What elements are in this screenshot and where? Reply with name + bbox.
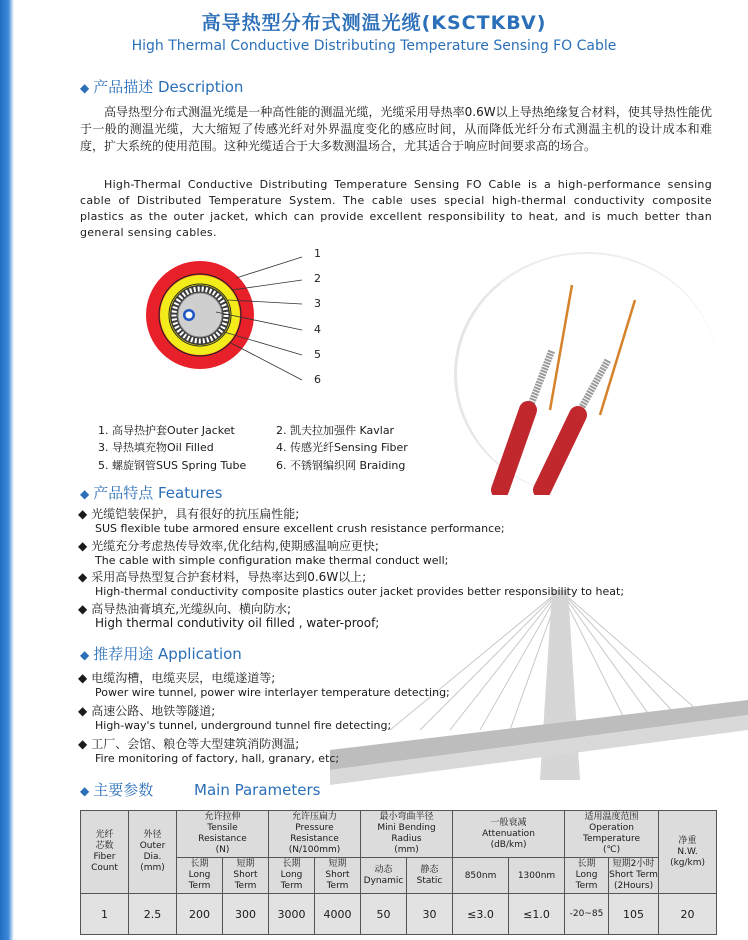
sub-temp-long: 长期 Long Term — [565, 858, 609, 894]
parameters-heading-en: Main Parameters — [194, 781, 321, 799]
cell-tensile-short: 300 — [223, 894, 269, 935]
cell-outer-dia: 2.5 — [129, 894, 177, 935]
sub-tensile-short: 短期 Short Term — [223, 858, 269, 894]
description-en: High-Thermal Conductive Distributing Temperature Sensing FO Cable is a high-performance sensing cable of Distributed Temperature System. The cable uses special high-thermal conductivity composite plastics as the outer jacket, which can provide excellent responsibility to heat, and is much better than general sensing cables. — [80, 178, 712, 239]
callout-1: 1 — [314, 247, 321, 260]
diamond-bullet-icon: ◆ — [80, 784, 90, 798]
bridge-background-image — [330, 580, 748, 820]
sub-atten-1300: 1300nm — [509, 858, 565, 894]
feature-1-cn — [78, 505, 299, 522]
bullet-icon: ◆ — [78, 704, 88, 718]
features-heading — [80, 482, 223, 503]
application-heading-text: 推荐用途 Application — [93, 645, 242, 663]
application-2-cn — [78, 702, 215, 719]
cell-bending-dynamic: 50 — [361, 894, 407, 935]
sub-temp-short: 短期2小时 Short Term (2Hours) — [609, 858, 659, 894]
feature-4-cn — [78, 600, 291, 617]
bullet-icon: ◆ — [78, 507, 88, 521]
application-1-en: Power wire tunnel, power wire interlayer temperature detecting; — [95, 686, 450, 699]
feature-3-cn — [78, 568, 366, 585]
application-2-cn-text: 高速公路、地铁等隧道; — [91, 704, 216, 718]
fiber-strand-left — [550, 285, 572, 410]
feature-2-en: The cable with simple configuration make thermal conduct well; — [95, 554, 449, 567]
header-weight: 净重 N.W. (kg/km) — [659, 811, 717, 894]
features-heading-text: 产品特点 Features — [93, 484, 223, 502]
feature-2-cn — [78, 537, 379, 554]
application-3-en: Fire monitoring of factory, hall, granary, etc; — [95, 752, 340, 765]
legend-item-2: 2. 凯夫拉加强件 Kavlar — [276, 424, 395, 437]
header-outer-dia: 外径 Outer Dia. (mm) — [129, 811, 177, 894]
cell-pressure-short: 4000 — [315, 894, 361, 935]
sub-bending-static: 静态 Static — [407, 858, 453, 894]
parameters-heading-cn: 主要参数 — [93, 781, 154, 799]
callout-3: 3 — [314, 297, 321, 310]
feature-3-cn-text: 采用高导热型复合护套材料，导热率达到0.6W以上; — [91, 570, 367, 584]
diamond-bullet-icon: ◆ — [80, 81, 90, 95]
header-bending: 最小弯曲半径 Mini Bending Radius (mm) — [361, 811, 453, 858]
application-2-en: High-way's tunnel, underground tunnel fire detecting; — [95, 719, 392, 732]
legend-item-6: 6. 不锈钢编织网 Braiding — [276, 459, 406, 472]
sub-atten-850: 850nm — [453, 858, 509, 894]
callout-5: 5 — [314, 348, 321, 361]
sub-bending-dynamic: 动态 Dynamic — [361, 858, 407, 894]
page-title-cn: 高导热型分布式测温光缆(KSCTKBV) — [201, 12, 547, 34]
parameters-table — [80, 810, 717, 935]
callout-6: 6 — [314, 373, 321, 386]
bullet-icon: ◆ — [78, 737, 88, 751]
legend-item-5: 5. 螺旋钢管SUS Spring Tube — [98, 459, 247, 472]
diamond-bullet-icon: ◆ — [80, 487, 90, 501]
table-row — [81, 894, 717, 935]
application-1-cn — [78, 669, 275, 686]
sub-tensile-long: 长期 Long Term — [177, 858, 223, 894]
callout-2: 2 — [314, 272, 321, 285]
cell-tensile-long: 200 — [177, 894, 223, 935]
sensing-fiber-inner — [186, 312, 193, 319]
header-fiber-count: 光纤 芯数 Fiber Count — [81, 811, 129, 894]
cell-atten-850: ≤3.0 — [453, 894, 509, 935]
feature-2-cn-text: 光缆充分考虑热传导效率,优化结构,使期感温响应更快; — [91, 539, 379, 553]
description-heading — [80, 76, 243, 97]
description-cn: 高导热型分布式测温光缆是一种高性能的测温光缆，光缆采用导热率0.6W以上导热绝缘复合材料，使其导热性能优于一般的测温光缆，大大缩短了传感光纤对外界温度变化的感应时间，从而降低光纤分布式测温主机的设计成本和难度，扩大系统的使用范围。这种光缆适合于大多数测温场合，尤其适合于响应时间要求高的场合。 — [80, 105, 712, 153]
cell-bending-static: 30 — [407, 894, 453, 935]
page-title-en: High Thermal Conductive Distributing Temperature Sensing FO Cable — [131, 38, 617, 54]
legend-item-3: 3. 导热填充物Oil Filled — [98, 441, 214, 454]
fiber-strand-right — [600, 300, 635, 415]
cell-temp-short: 105 — [609, 894, 659, 935]
legend-item-1: 1. 高导热护套Outer Jacket — [98, 424, 235, 437]
feature-4-cn-text: 高导热油膏填充,光缆纵向、横向防水; — [91, 602, 292, 616]
cell-atten-1300: ≤1.0 — [509, 894, 565, 935]
feature-1-en: SUS flexible tube armored ensure excellent crush resistance performance; — [95, 522, 505, 535]
cell-fiber-count: 1 — [81, 894, 129, 935]
diamond-bullet-icon: ◆ — [80, 648, 90, 662]
sub-pressure-short: 短期 Short Term — [315, 858, 361, 894]
cell-temp-long: -20~85 — [565, 894, 609, 935]
red-jacket-right — [542, 415, 578, 490]
parameters-heading — [80, 779, 320, 800]
application-3-cn-text: 工厂、会馆、粮仓等大型建筑消防测温; — [91, 737, 300, 751]
bullet-icon: ◆ — [78, 671, 88, 685]
description-heading-text: 产品描述 Description — [93, 78, 244, 96]
feature-4-en: High thermal condutivity oil filled , water-proof; — [95, 616, 380, 630]
application-1-cn-text: 电缆沟槽，电缆夹层，电缆遂道等; — [91, 671, 276, 685]
legend-item-4: 4. 传感光纤Sensing Fiber — [276, 441, 408, 454]
sub-pressure-long: 长期 Long Term — [269, 858, 315, 894]
feature-3-en: High-thermal conductivity composite plastics outer jacket provides better responsibility to heat; — [95, 585, 625, 598]
application-heading — [80, 643, 242, 664]
cable-photo — [460, 255, 710, 495]
cell-weight: 20 — [659, 894, 717, 935]
bullet-icon: ◆ — [78, 602, 88, 616]
callout-4: 4 — [314, 323, 321, 336]
left-accent-bar — [0, 0, 14, 940]
application-3-cn — [78, 735, 299, 752]
bullet-icon: ◆ — [78, 539, 88, 553]
red-jacket-left — [500, 410, 528, 490]
header-attenuation: 一般衰减 Attenuation (dB/km) — [453, 811, 565, 858]
feature-1-cn-text: 光缆铠装保护，具有很好的抗压扁性能; — [91, 507, 300, 521]
header-temperature: 适用温度范围 Operation Temperature (℃) — [565, 811, 659, 858]
cable-cross-section-diagram — [140, 240, 340, 390]
cell-pressure-long: 3000 — [269, 894, 315, 935]
bullet-icon: ◆ — [78, 570, 88, 584]
header-tensile: 允许拉伸 Tensile Resistance (N) — [177, 811, 269, 858]
header-pressure: 允许压扁力 Pressure Resistance (N/100mm) — [269, 811, 361, 858]
